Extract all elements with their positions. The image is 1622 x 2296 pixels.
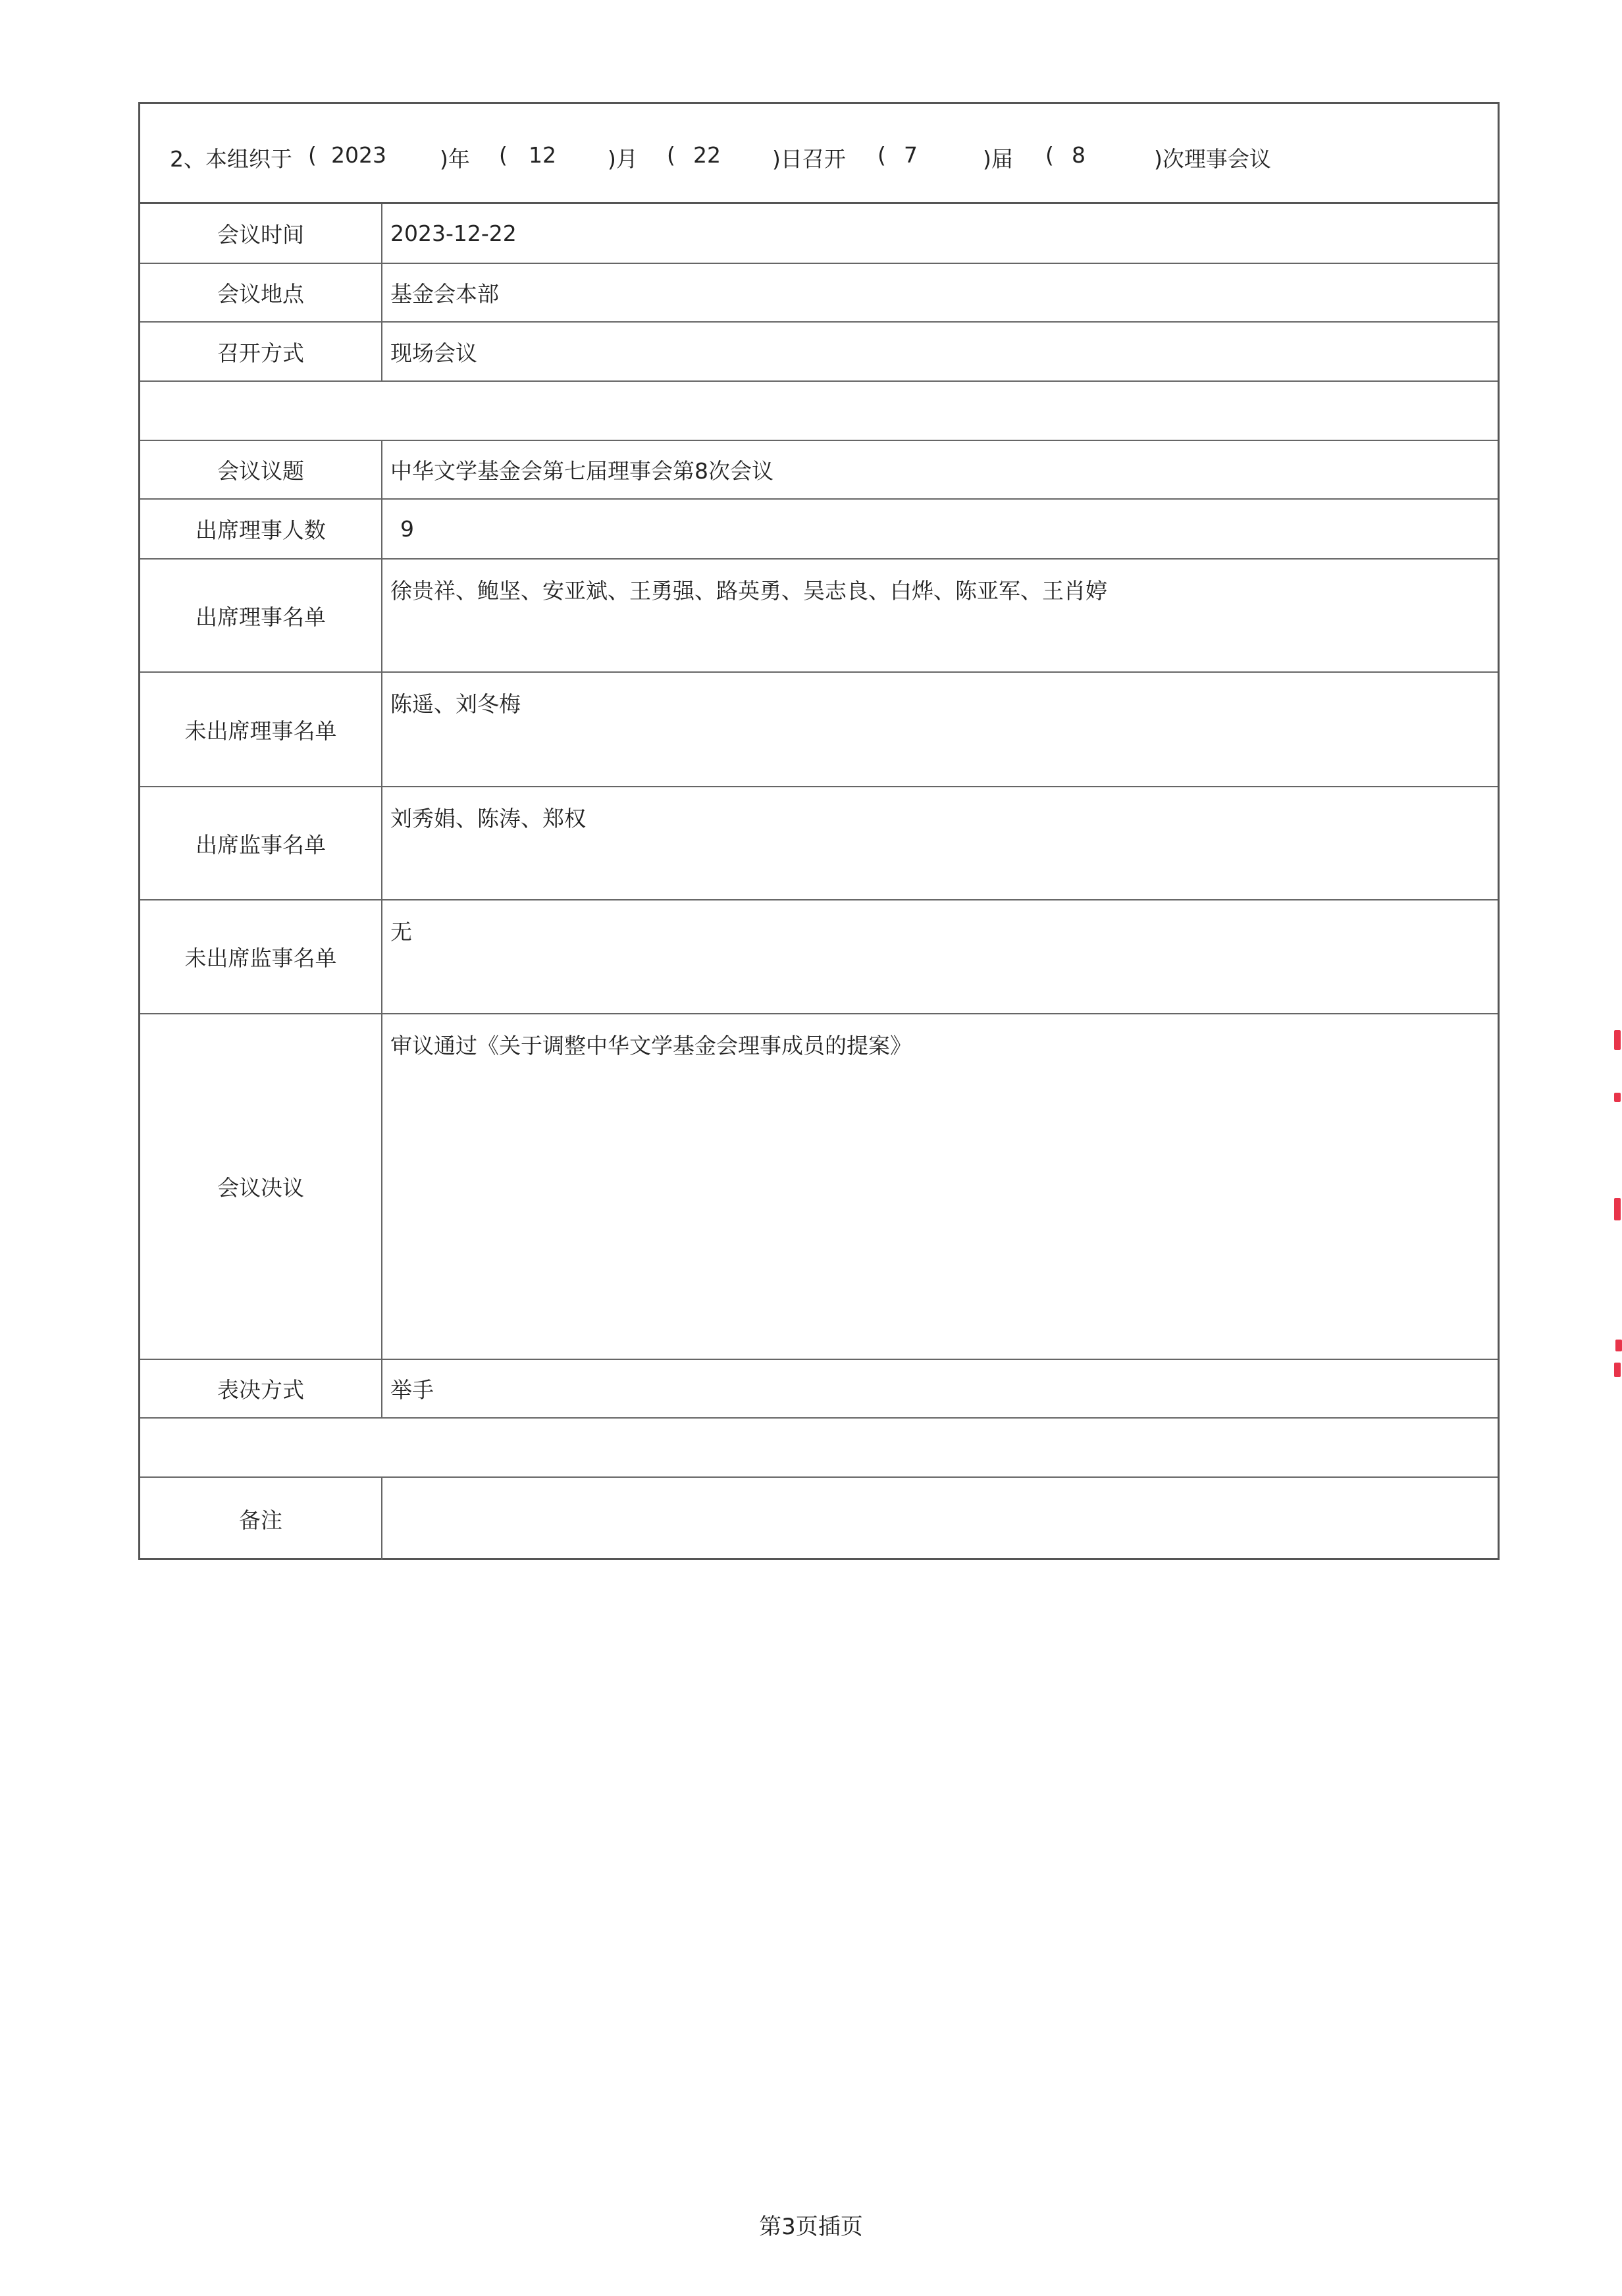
label-meeting-topic: 会议议题	[140, 441, 382, 498]
header-open-paren: (	[667, 142, 675, 168]
seal-edge-mark	[1615, 1340, 1622, 1351]
value-resolution: 审议通过《关于调整中华文学基金会理事成员的提案》	[390, 1033, 912, 1058]
row-meeting-topic	[140, 441, 1498, 500]
row-meeting-time	[140, 204, 1498, 264]
row-meeting-mode	[140, 323, 1498, 382]
value-supervisors-present: 刘秀娟、陈涛、郑权	[390, 806, 586, 831]
row-meeting-place	[140, 264, 1498, 323]
label-directors-absent: 未出席理事名单	[140, 673, 382, 786]
row-directors-present	[140, 560, 1498, 673]
label-remarks: 备注	[140, 1478, 382, 1560]
header-session: 7	[904, 142, 918, 168]
row-supervisors-present	[140, 787, 1498, 900]
label-directors-present: 出席理事名单	[140, 560, 382, 671]
label-voting-method: 表决方式	[140, 1360, 382, 1417]
label-meeting-mode: 召开方式	[140, 323, 382, 380]
label-resolution: 会议决议	[140, 1014, 382, 1359]
value-directors-present: 徐贵祥、鲍坚、安亚斌、王勇强、路英勇、吴志良、白烨、陈亚军、王肖婷	[390, 578, 1107, 604]
header-open-paren: (	[1045, 142, 1054, 168]
header-day-unit: )日召开	[772, 146, 846, 172]
row-directors-absent	[140, 673, 1498, 787]
row-resolution	[140, 1014, 1498, 1360]
header-meeting-unit: )次理事会议	[1154, 146, 1271, 172]
seal-edge-mark	[1614, 1093, 1621, 1102]
row-blank-faint	[140, 382, 1498, 441]
seal-edge-mark	[1614, 1198, 1621, 1220]
header-month-unit: )月	[608, 146, 638, 172]
value-remarks	[390, 1478, 1484, 1560]
label-directors-count: 出席理事人数	[140, 500, 382, 558]
value-meeting-place: 基金会本部	[390, 281, 499, 307]
value-meeting-topic: 中华文学基金会第七届理事会第8次会议	[390, 458, 773, 484]
meeting-record-table	[138, 102, 1500, 1560]
label-supervisors-present: 出席监事名单	[140, 787, 382, 899]
value-meeting-time: 2023-12-22	[390, 221, 517, 246]
header-open-paren: (	[308, 142, 317, 168]
value-meeting-mode: 现场会议	[390, 340, 477, 366]
label-meeting-time: 会议时间	[140, 204, 382, 263]
header-day: 22	[693, 142, 721, 168]
header-meeting-number: 8	[1072, 142, 1086, 168]
label-supervisors-absent: 未出席监事名单	[140, 900, 382, 1013]
row-directors-count	[140, 500, 1498, 560]
row-remarks	[140, 1478, 1498, 1560]
header-session-unit: )届	[983, 146, 1013, 172]
seal-edge-mark	[1614, 1363, 1621, 1377]
header-prefix: 2、本组织于	[170, 146, 292, 172]
row-blank-faint	[140, 1419, 1498, 1478]
row-voting-method	[140, 1360, 1498, 1419]
label-meeting-place: 会议地点	[140, 264, 382, 321]
header-open-paren: (	[877, 142, 886, 168]
seal-edge-mark	[1614, 1030, 1621, 1050]
header-open-paren: (	[499, 142, 508, 168]
header-month: 12	[529, 142, 556, 168]
value-supervisors-absent: 无	[390, 919, 412, 945]
value-voting-method: 举手	[390, 1377, 434, 1403]
value-directors-count: 9	[400, 516, 414, 542]
value-directors-absent: 陈遥、刘冬梅	[390, 691, 521, 717]
header-year-unit: )年	[440, 146, 470, 172]
meeting-header-row	[140, 104, 1498, 204]
row-supervisors-absent	[140, 900, 1498, 1014]
header-year: 2023	[331, 142, 386, 168]
page-footer-label: 第3页插页	[759, 2214, 863, 2240]
